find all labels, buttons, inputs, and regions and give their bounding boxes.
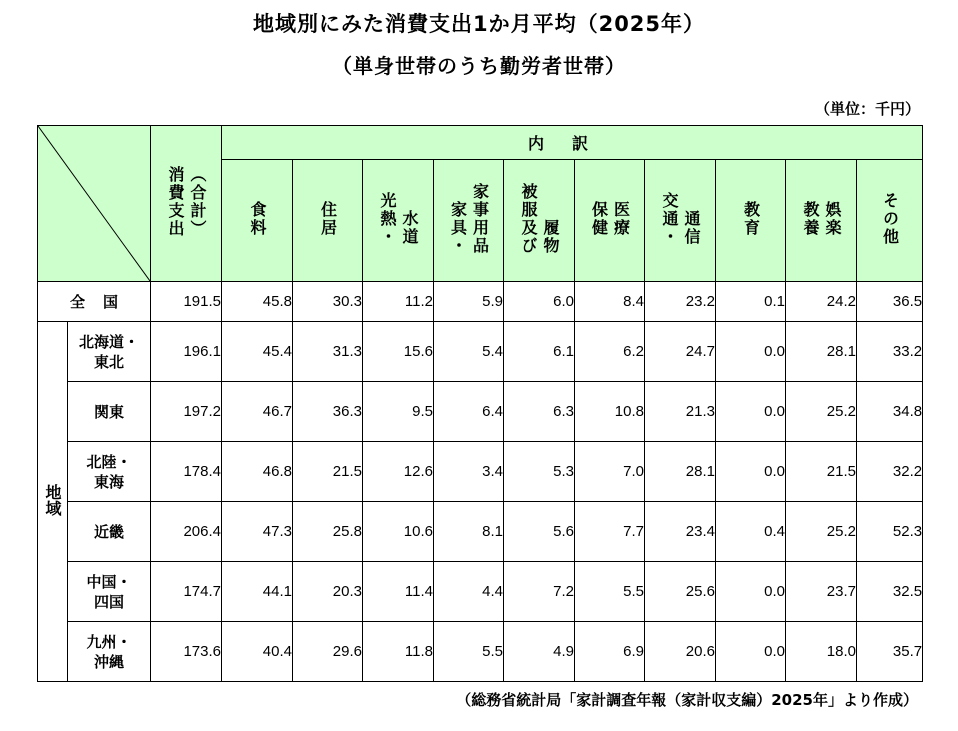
value-cell: 6.9 [575, 622, 645, 682]
value-cell: 6.4 [434, 382, 504, 442]
value-cell: 47.3 [222, 502, 293, 562]
value-cell: 7.0 [575, 442, 645, 502]
total-cell: 174.7 [151, 562, 222, 622]
value-cell: 4.4 [434, 562, 504, 622]
source-note: （総務省統計局「家計調査年報（家計収支編）2025年」より作成） [456, 691, 918, 709]
category-header [645, 160, 716, 282]
row-label-line: 東北 [93, 352, 124, 371]
table-row [38, 322, 923, 382]
row-label-part: 全 [69, 292, 85, 311]
row-label-line: 北海道・ [78, 332, 139, 351]
value-cell: 36.3 [293, 382, 363, 442]
value-cell: 10.6 [363, 502, 434, 562]
table-row [38, 562, 923, 622]
value-cell: 0.0 [716, 442, 786, 502]
value-cell: 4.9 [504, 622, 575, 682]
unit-note: （単位：千円） [814, 100, 920, 118]
value-cell: 11.2 [363, 282, 434, 322]
value-cell: 12.6 [363, 442, 434, 502]
table-row [38, 502, 923, 562]
row-label [68, 622, 151, 682]
value-cell: 6.2 [575, 322, 645, 382]
total-cell: 173.6 [151, 622, 222, 682]
breakdown-header: 内訳 [222, 126, 923, 160]
value-cell: 8.4 [575, 282, 645, 322]
value-cell: 44.1 [222, 562, 293, 622]
value-cell: 0.0 [716, 622, 786, 682]
row-label [68, 322, 151, 382]
value-cell: 23.2 [645, 282, 716, 322]
value-cell: 21.5 [293, 442, 363, 502]
value-cell: 5.6 [504, 502, 575, 562]
total-cell: 206.4 [151, 502, 222, 562]
value-cell: 24.2 [786, 282, 857, 322]
category-header [575, 160, 645, 282]
value-cell: 5.5 [434, 622, 504, 682]
value-cell: 8.1 [434, 502, 504, 562]
value-cell: 45.4 [222, 322, 293, 382]
value-cell: 25.2 [786, 382, 857, 442]
category-header [786, 160, 857, 282]
value-cell: 32.2 [857, 442, 923, 502]
row-label-line: 中国・ [86, 572, 132, 591]
row-label-line: 四国 [93, 592, 124, 611]
row-label [38, 282, 151, 322]
category-header-line: その他 [880, 191, 900, 246]
value-cell: 5.4 [434, 322, 504, 382]
value-cell: 46.7 [222, 382, 293, 442]
category-header-line: 交通・ [660, 191, 679, 246]
row-label-line: 沖縄 [93, 652, 124, 671]
table-row [38, 622, 923, 682]
value-cell: 0.0 [716, 562, 786, 622]
total-header-line1: 消費支出 [166, 165, 185, 238]
total-cell: 178.4 [151, 442, 222, 502]
category-header-line: 家事用品 [470, 182, 490, 255]
total-header [151, 126, 222, 282]
value-cell: 9.5 [363, 382, 434, 442]
row-label [68, 502, 151, 562]
total-cell: 197.2 [151, 382, 222, 442]
category-header-line: 家具・ [448, 200, 468, 255]
category-header-line: 保健 [589, 200, 609, 237]
row-label-part: 国 [103, 292, 119, 311]
value-cell: 11.4 [363, 562, 434, 622]
page-subtitle: （単身世帯のうち勤労者世帯） [332, 54, 626, 78]
category-header-line: 教育 [741, 200, 761, 237]
value-cell: 46.8 [222, 442, 293, 502]
total-cell: 191.5 [151, 282, 222, 322]
category-header [857, 160, 923, 282]
table-row [38, 442, 923, 502]
row-label-line: 東海 [93, 472, 124, 491]
value-cell: 32.5 [857, 562, 923, 622]
value-cell: 31.3 [293, 322, 363, 382]
value-cell: 6.1 [504, 322, 575, 382]
value-cell: 45.8 [222, 282, 293, 322]
category-header-line: 通信 [682, 209, 701, 246]
value-cell: 6.3 [504, 382, 575, 442]
row-label-line: 関東 [93, 402, 124, 421]
value-cell: 35.7 [857, 622, 923, 682]
table-row [38, 282, 923, 322]
value-cell: 11.8 [363, 622, 434, 682]
category-header-line: 食料 [248, 200, 267, 237]
value-cell: 0.0 [716, 322, 786, 382]
category-header-line: 教養 [801, 200, 820, 237]
value-cell: 15.6 [363, 322, 434, 382]
value-cell: 23.4 [645, 502, 716, 562]
value-cell: 25.6 [645, 562, 716, 622]
category-header [504, 160, 575, 282]
table-body [38, 282, 923, 682]
category-header-line: 医療 [611, 200, 631, 237]
row-label-line: 九州・ [86, 632, 132, 651]
value-cell: 25.8 [293, 502, 363, 562]
corner-cell [38, 126, 151, 282]
diagonal-line [38, 126, 150, 281]
row-label-line: 近畿 [93, 522, 124, 541]
category-header-line: 履物 [541, 218, 560, 255]
value-cell: 33.2 [857, 322, 923, 382]
value-cell: 24.7 [645, 322, 716, 382]
category-header [363, 160, 434, 282]
category-header [222, 160, 293, 282]
row-label [68, 442, 151, 502]
value-cell: 6.0 [504, 282, 575, 322]
value-cell: 34.8 [857, 382, 923, 442]
value-cell: 52.3 [857, 502, 923, 562]
value-cell: 40.4 [222, 622, 293, 682]
value-cell: 23.7 [786, 562, 857, 622]
value-cell: 21.5 [786, 442, 857, 502]
table-row [38, 382, 923, 442]
value-cell: 0.4 [716, 502, 786, 562]
value-cell: 3.4 [434, 442, 504, 502]
value-cell: 28.1 [786, 322, 857, 382]
category-header [293, 160, 363, 282]
page-title: 地域別にみた消費支出1か月平均（2025年） [252, 12, 706, 36]
value-cell: 5.5 [575, 562, 645, 622]
value-cell: 18.0 [786, 622, 857, 682]
region-side-text: 地域 [43, 483, 62, 516]
total-header-line2: （合計） [188, 165, 207, 238]
value-cell: 20.3 [293, 562, 363, 622]
value-cell: 7.7 [575, 502, 645, 562]
value-cell: 10.8 [575, 382, 645, 442]
value-cell: 36.5 [857, 282, 923, 322]
value-cell: 25.2 [786, 502, 857, 562]
category-header-line: 住居 [318, 200, 338, 237]
value-cell: 0.0 [716, 382, 786, 442]
consumption-table [37, 125, 923, 682]
value-cell: 30.3 [293, 282, 363, 322]
value-cell: 29.6 [293, 622, 363, 682]
value-cell: 28.1 [645, 442, 716, 502]
value-cell: 7.2 [504, 562, 575, 622]
value-cell: 20.6 [645, 622, 716, 682]
value-cell: 21.3 [645, 382, 716, 442]
value-cell: 0.1 [716, 282, 786, 322]
category-header [434, 160, 504, 282]
region-side-label [38, 322, 68, 682]
total-cell: 196.1 [151, 322, 222, 382]
category-header-line: 被服及び [519, 182, 538, 255]
category-header [716, 160, 786, 282]
value-cell: 5.3 [504, 442, 575, 502]
category-header-line: 娯楽 [823, 200, 842, 237]
row-label-line: 北陸・ [86, 452, 132, 471]
row-label [68, 382, 151, 442]
category-header-line: 水道 [400, 209, 419, 246]
row-label [68, 562, 151, 622]
category-header-line: 光熱・ [378, 191, 397, 246]
value-cell: 5.9 [434, 282, 504, 322]
